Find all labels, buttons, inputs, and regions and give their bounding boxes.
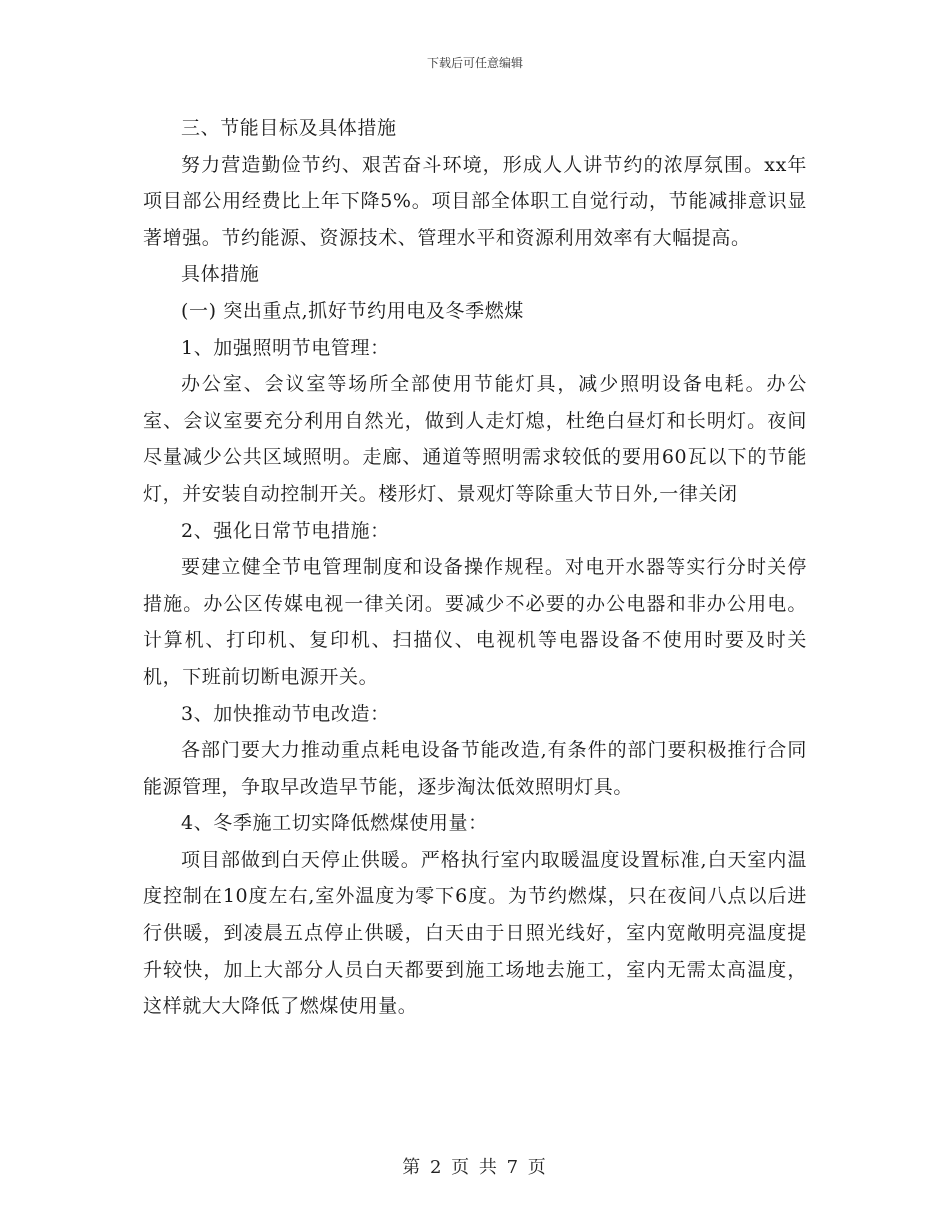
item-heading: 1、加强照明节电管理： bbox=[181, 336, 390, 359]
header-note: 下载后可任意编辑 bbox=[426, 56, 523, 70]
body-paragraph: 办公室、会议室等场所全部使用节能灯具，减少照明设备电耗。办公室、会议室要充分利用自然光，做到人走灯熄，杜绝白昼灯和长明灯。夜间尽量减少公共区域照明。走廊、通道等照明需求较低的要用60瓦以下的节能灯，并安装自动控制开关。楼形灯、景观灯等除重大节日外,一律关闭 bbox=[143, 373, 807, 505]
body-paragraph: 要建立健全节电管理制度和设备操作规程。对电开水器等实行分时关停措施。办公区传媒电视一律关闭。要减少不必要的办公电器和非办公用电。计算机、打印机、复印机、扫描仪、电视机等电器设备不使用时要及时关机，下班前切断电源开关。 bbox=[143, 556, 807, 688]
subheading: (一) 突出重点,抓好节约用电及冬季燃煤 bbox=[181, 299, 524, 322]
subheading: 具体措施 bbox=[181, 263, 260, 286]
page-number: 第 2 页 共 7 页 bbox=[402, 1157, 548, 1178]
section-heading: 三、节能目标及具体措施 bbox=[181, 117, 397, 139]
document-body bbox=[143, 110, 807, 1025]
item-heading: 3、加快推动节电改造： bbox=[181, 702, 390, 725]
body-paragraph: 各部门要大力推动重点耗电设备节能改造,有条件的部门要积极推行合同能源管理，争取早改造早节能，逐步淘汰低效照明灯具。 bbox=[143, 739, 807, 798]
body-paragraph: 项目部做到白天停止供暖。严格执行室内取暖温度设置标准,白天室内温度控制在10度左右,室外温度为零下6度。为节约燃煤，只在夜间八点以后进行供暖，到凌晨五点停止供暖，白天由于日照光线好，室内宽敞明亮温度提升较快，加上大部分人员白天都要到施工场地去施工，室内无需太高温度，这样就大大降低了燃煤使用量。 bbox=[143, 848, 807, 1018]
item-heading: 2、强化日常节电措施： bbox=[181, 519, 390, 542]
item-heading: 4、冬季施工切实降低燃煤使用量： bbox=[181, 812, 488, 835]
body-paragraph: 努力营造勤俭节约、艰苦奋斗环境，形成人人讲节约的浓厚氛围。xx年项目部公用经费比上年下降5%。项目部全体职工自觉行动，节能减排意识显著增强。节约能源、资源技术、管理水平和资源利用效率有大幅提高。 bbox=[143, 153, 807, 249]
